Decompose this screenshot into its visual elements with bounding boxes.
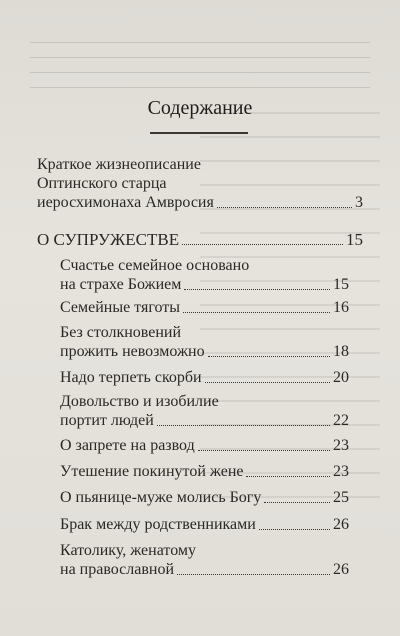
dot-leader xyxy=(182,243,343,245)
page-title: Содержание xyxy=(147,97,253,119)
toc-entry xyxy=(60,436,349,455)
page-number: 26 xyxy=(333,561,349,578)
toc-entry-line: Оптинского старца xyxy=(37,175,167,192)
dot-leader xyxy=(177,573,330,575)
toc-entry-line: Брак между родственниками xyxy=(60,516,256,533)
toc-entry-line: О запрете на развод xyxy=(60,437,195,454)
toc-entry xyxy=(60,298,349,317)
toc-entry xyxy=(60,462,349,481)
toc-entry-line: О пьянице-муже молись Богу xyxy=(60,489,262,506)
toc-entry-line: Семейные тяготы xyxy=(60,299,181,316)
dot-leader xyxy=(259,528,330,530)
page-number: 23 xyxy=(333,437,349,454)
toc-entry-line: Надо терпеть скорби xyxy=(60,369,202,386)
toc-entry xyxy=(60,392,349,430)
toc-entry xyxy=(60,488,349,507)
page-number: 16 xyxy=(333,299,349,316)
toc-entry xyxy=(60,256,349,294)
page-number: 15 xyxy=(333,276,349,293)
dot-leader xyxy=(208,355,330,357)
toc-entry-line: на православной xyxy=(60,561,175,578)
dot-leader xyxy=(264,501,330,503)
page-number: 18 xyxy=(333,343,349,360)
title-underline xyxy=(150,132,248,134)
page-number: 23 xyxy=(333,463,349,480)
page-number: 20 xyxy=(333,369,349,386)
page-number: 22 xyxy=(333,412,349,429)
dot-leader xyxy=(183,311,330,313)
toc-entry-line: портит людей xyxy=(60,412,154,429)
toc-entry-line: Краткое жизнеописание xyxy=(37,156,201,173)
toc-entry-line: Счастье семейное основано xyxy=(60,257,250,274)
toc-section xyxy=(37,230,363,249)
toc-entry-line: Католику, женатому xyxy=(60,542,197,559)
toc-entry xyxy=(60,323,349,361)
toc-entry-line: на страхе Божием xyxy=(60,276,182,293)
dot-leader xyxy=(157,424,330,426)
toc-entry-line: Без столкновений xyxy=(60,324,182,341)
toc-entry-line: Утешение покинутой жене xyxy=(60,463,244,480)
toc-entry-line: прожить невозможно xyxy=(60,343,205,360)
page-number: 26 xyxy=(333,516,349,533)
toc-entry xyxy=(60,541,349,579)
toc-entry-line: О СУПРУЖЕСТВЕ xyxy=(37,230,180,249)
dot-leader xyxy=(246,475,330,477)
dot-leader xyxy=(217,206,352,208)
dot-leader xyxy=(198,449,330,451)
toc-entry xyxy=(60,368,349,387)
toc-entry-line: иеросхимонаха Амвросия xyxy=(37,194,214,211)
toc-entry-line: Довольство и изобилие xyxy=(60,393,219,410)
page-number: 15 xyxy=(346,230,363,249)
page-number: 25 xyxy=(333,489,349,506)
toc-entry xyxy=(60,515,349,534)
dot-leader xyxy=(184,288,330,290)
page-number: 3 xyxy=(355,194,363,211)
dot-leader xyxy=(205,381,330,383)
toc-entry xyxy=(37,155,363,212)
bleed-through-text xyxy=(30,28,370,88)
